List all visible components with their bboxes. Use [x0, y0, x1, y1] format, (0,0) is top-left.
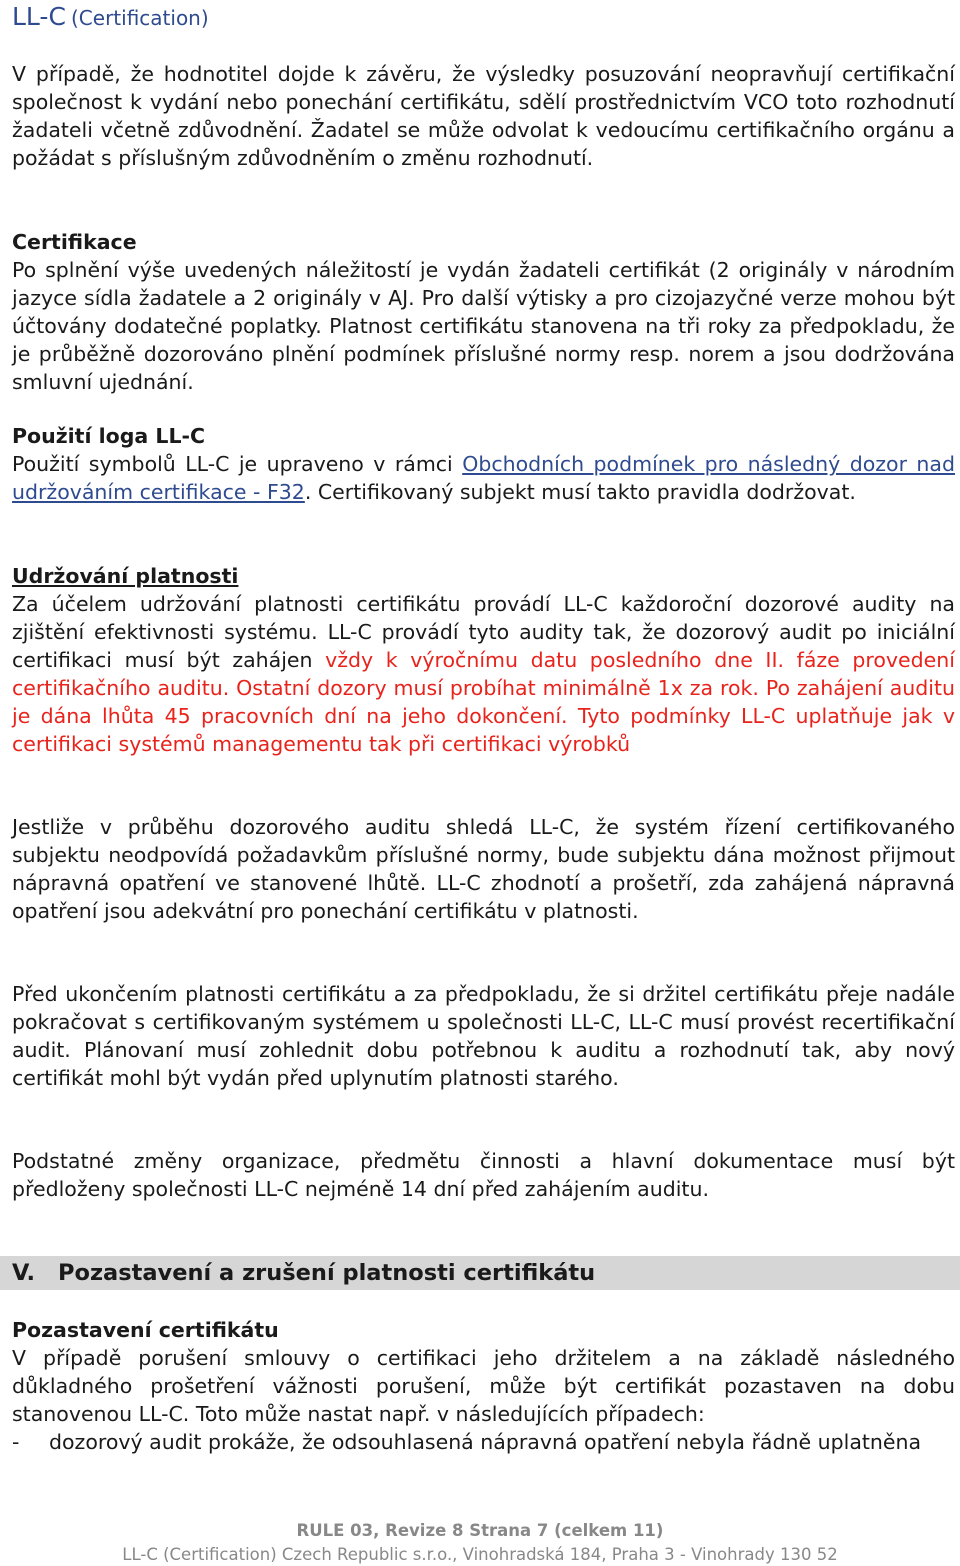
paragraph-logo	[12, 450, 955, 506]
paragraph-jestlize: Jestliže v průběhu dozorového auditu shledá LL-C, že systém řízení certifikovaného subjektu neodpovídá požadavkům příslušné normy, bude subjektu dána možnost přijmout nápravná opatření ve stanovené lhůtě. LL-C zhodnotí a prošetří, zda zahájená nápravná opatření jsou adekvátní pro ponechání certifikátu v platnosti.	[12, 815, 955, 923]
paragraph-certifikace: Po splnění výše uvedených náležitostí je vydán žadateli certifikát (2 originály v národním jazyce sídla žadatele a 2 originály v AJ. Pro další výtisky a pro cizojazyčné verze mohou být účtovány dodatečné poplatky. Platnost certifikátu stanovena na tři roky za předpokladu, že je průběžně dozorováno plnění podmínek příslušné normy resp. norem a jsou dodržována smluvní ujednání.	[12, 258, 955, 394]
paragraph-pozastaveni: V případě porušení smlouvy o certifikaci jeho držitelem a na základě následného důkladného prošetření vážnosti porušení, může být certifikát pozastaven na dobu stanovenou LL-C. Toto může nastat např. v následujících případech:	[12, 1346, 955, 1426]
paragraph-podstatne: Podstatné změny organizace, předmětu činnosti a hlavní dokumentace musí být předloženy společnosti LL-C nejméně 14 dní před zahájením auditu.	[12, 1149, 955, 1201]
section-number: V.	[12, 1260, 36, 1286]
heading-pozastaveni: Pozastavení certifikátu	[12, 1318, 279, 1342]
udrzovani-highlight: vždy k výročnímu datu posledního dne II. fáze provedení certifikačního auditu. Ostatní dozory musí probíhat minimálně 1x za rok. Po zahájení auditu je dána lhůta 45 pracovních dní na jeho dokončení. Tyto podmínky LL-C uplatňuje jak v certifikaci systémů managementu tak při certifikaci výrobků	[12, 648, 955, 756]
udrzovani-text: Za účelem udržování platnosti certifikátu provádí LL-C každoroční dozorové audity na zjištění efektivnosti systému. LL-C provádí tyto audity tak, že dozorový audit po iniciální certifikaci musí být zahájen	[12, 592, 955, 672]
section-title-text: Pozastavení a zrušení platnosti certifikátu	[58, 1260, 596, 1286]
heading-udrzovani: Udržování platnosti	[12, 564, 239, 588]
paragraph-udrzovani	[12, 590, 955, 758]
intro-paragraph: V případě, že hodnotitel dojde k závěru, že výsledky posuzování neopravňují certifikační společnost k vydání nebo ponechání certifikátu, sdělí prostřednictvím VCO toto rozhodnutí žadateli včetně zdůvodnění. Žadatel se může odvolat k vedoucímu certifikačního orgánu a požádat s příslušným zdůvodněním o změnu rozhodnutí.	[12, 62, 955, 170]
heading-logo: Použití loga LL-C	[12, 424, 206, 448]
bullet-text: dozorový audit prokáže, že odsouhlasená nápravná opatření nebyla řádně uplatněna	[49, 1430, 922, 1454]
logo-text-after: . Certifikovaný subjekt musí takto pravidla dodržovat.	[304, 480, 856, 504]
brand-header	[12, 2, 209, 31]
footer-revision: RULE 03, Revize 8 Strana 7 (celkem 11)	[296, 1521, 664, 1540]
footer-address: LL-C (Certification) Czech Republic s.r.o., Vinohradská 184, Praha 3 - Vinohrady 130 52	[122, 1545, 838, 1564]
brand-name: LL-C	[12, 2, 66, 31]
section-title	[12, 1259, 595, 1287]
heading-certifikace: Certifikace	[12, 230, 137, 254]
conditions-link[interactable]: Obchodních podmínek pro následný dozor nad udržováním certifikace - F32	[12, 452, 955, 504]
bullet-dash: -	[12, 1430, 20, 1454]
logo-text-before: Použití symbolů LL-C je upraveno v rámci	[12, 452, 463, 476]
paragraph-pred: Před ukončením platnosti certifikátu a za předpokladu, že si držitel certifikátu přeje nadále pokračovat s certifikovaným systémem u společnosti LL-C, LL-C musí provést recertifikační audit. Plánovaní musí zohlednit dobu potřebnou k auditu a rozhodnutí tak, aby nový certifikát mohl být vydán před uplynutím platnosti starého.	[12, 982, 955, 1090]
list-item	[12, 1428, 955, 1456]
brand-subtitle: (Certification)	[71, 6, 209, 30]
